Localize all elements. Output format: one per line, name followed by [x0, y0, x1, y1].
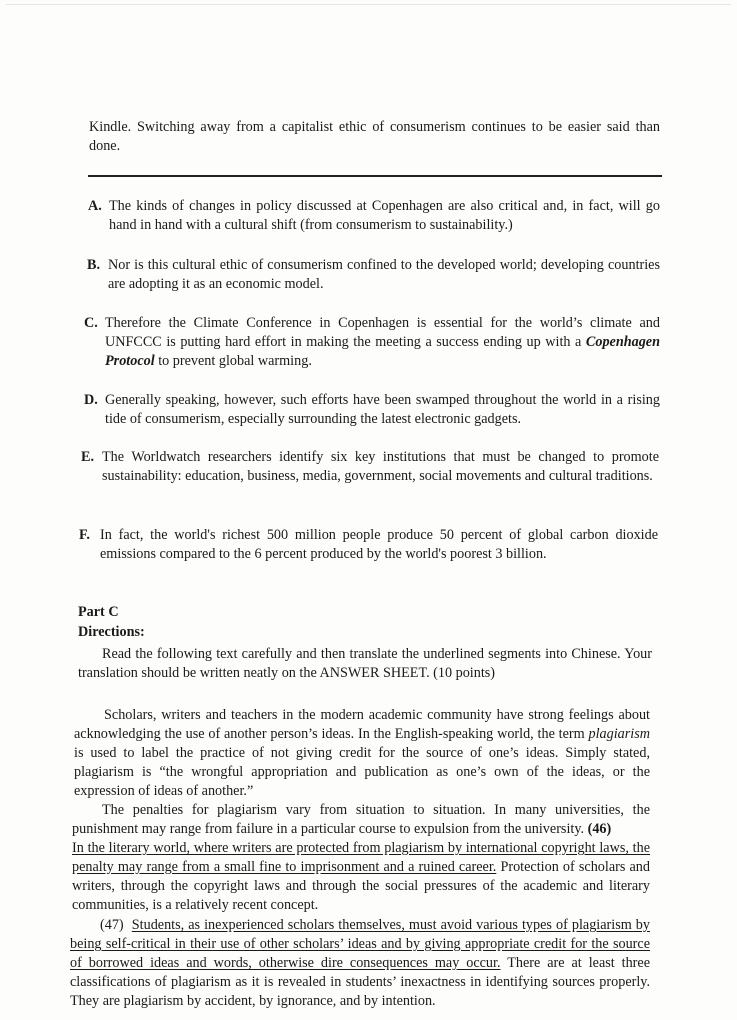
option-e: [81, 448, 659, 486]
directions-text: Read the following text carefully and then translate the underlined segments into Chinese. Your translation should be written neatly on the ANSWER SHEET. (10 points): [78, 646, 652, 681]
underlined-segment-47: Students, as inexperienced scholars themselves, must avoid various types of plagiarism by being self-critical in their use of other scholars’ ideas and by giving appropriate credit for the source of borrowed ideas and words, otherwise dire consequences may occur.: [70, 917, 650, 971]
option-text-before: Therefore the Climate Conference in Copenhagen is essential for the world’s climate and UNFCCC is putting hard effort in making the meeting a success ending up with a: [105, 315, 660, 350]
question-number-46: (46): [587, 821, 612, 837]
directions-label: Directions:: [78, 624, 145, 640]
passage-paragraph-1: [74, 706, 650, 801]
passage-text: Protection of scholars and writers, through the copyright laws and through the social pressures of the academic and literary communities, is a relatively recent concept.: [72, 859, 650, 913]
option-letter: F.: [79, 527, 90, 543]
option-letter: B.: [87, 257, 101, 273]
option-text: Generally speaking, however, such efforts have been swamped throughout the world in a rising tide of consumerism, especially surrounding the latest electronic gadgets.: [105, 392, 660, 427]
part-c-heading: Part C: [78, 604, 119, 620]
italic-term: plagiarism: [588, 726, 650, 742]
page-edge-line: [6, 4, 731, 5]
option-text: Nor is this cultural ethic of consumerism confined to the developed world; developing countries are adopting it as an economic model.: [108, 257, 660, 292]
passage-text: The penalties for plagiarism vary from situation to situation. In many universities, the punishment may range from failure in a particular course to expulsion from the university.: [72, 802, 650, 837]
option-letter: E.: [81, 449, 95, 465]
option-text: The Worldwatch researchers identify six key institutions that must be changed to promote sustainability: education, business, media, government, social movements and cultural traditions.: [102, 449, 659, 484]
option-f: [79, 526, 658, 564]
continued-paragraph: Kindle. Switching away from a capitalist ethic of consumerism continues to be easier said than done.: [89, 119, 660, 154]
passage-text: Scholars, writers and teachers in the modern academic community have strong feelings about acknowledging the use of another person’s ideas. In the English-speaking world, the term: [74, 707, 650, 742]
section-divider: [88, 175, 662, 177]
option-d: [84, 391, 660, 429]
option-letter: C.: [84, 315, 98, 331]
option-letter: A.: [88, 198, 102, 214]
passage-text: There are at least three classifications of plagiarism as it is revealed in students’ inexactness in identifying sources properly. They are plagiarism by accident, by ignorance, and by intention.: [70, 955, 651, 1009]
option-text: The kinds of changes in policy discussed at Copenhagen are also critical and, in fact, will go hand in hand with a cultural shift (from consumerism to sustainability.): [109, 198, 660, 233]
question-number-47: (47): [100, 917, 124, 933]
option-c: [84, 314, 660, 371]
passage-text: is used to label the practice of not giving credit for the source of one’s ideas. Simply stated, plagiarism is “the wrongful appropriation and publication as one’s own of the ideas, or the expression of ideas of another.”: [74, 745, 650, 799]
passage-paragraph-3: [70, 916, 650, 1011]
passage-paragraph-2: [72, 801, 650, 915]
option-letter: D.: [84, 392, 98, 408]
underlined-segment-46: In the literary world, where writers are protected from plagiarism by international copyright laws, the penalty may range from a small fine to imprisonment and a ruined career.: [72, 840, 650, 875]
option-a: [88, 197, 660, 235]
option-emphasis: Copenhagen Protocol: [105, 334, 660, 369]
option-text-after: to prevent global warming.: [154, 353, 312, 369]
option-b: [87, 256, 660, 294]
option-text: In fact, the world's richest 500 million people produce 50 percent of global carbon dioxide emissions compared to the 6 percent produced by the world's poorest 3 billion.: [100, 527, 658, 562]
